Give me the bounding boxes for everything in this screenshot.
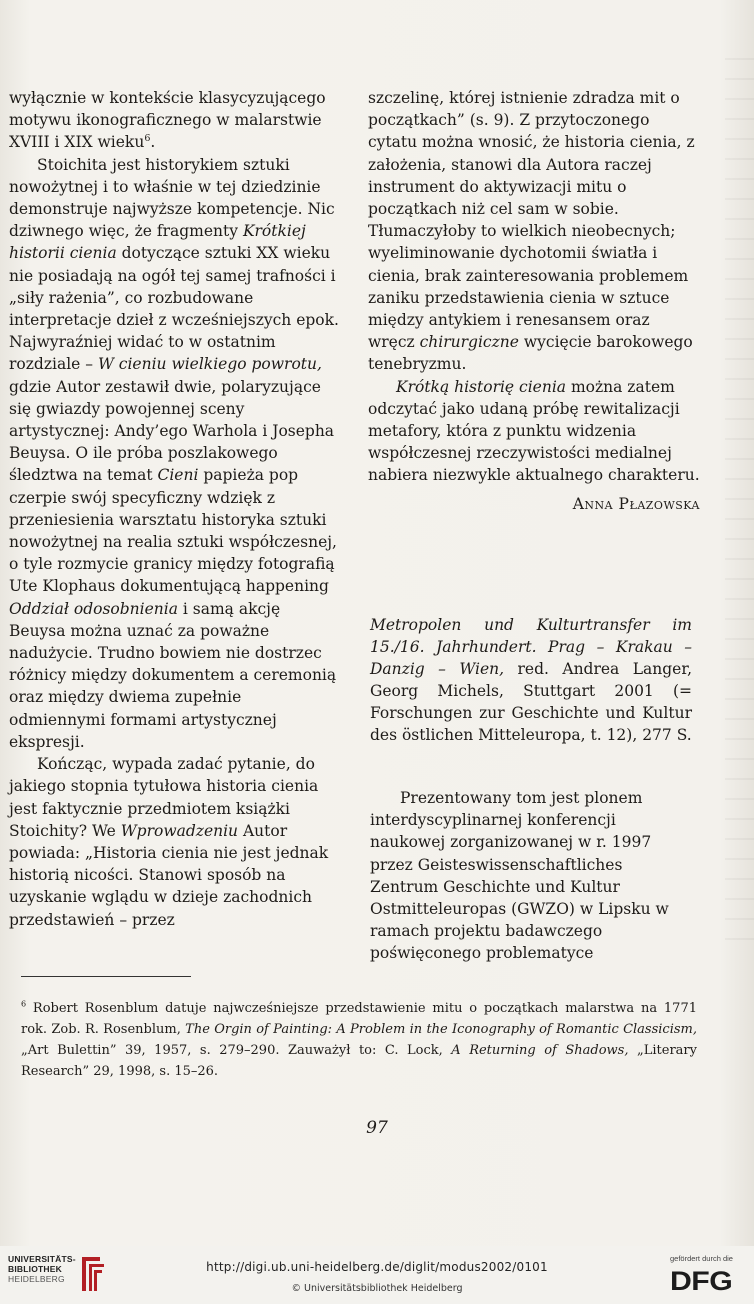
source-url-link[interactable]: http://digi.ub.uni-heidelberg.de/diglit/modus2002/0101 [206, 1260, 548, 1274]
page-edge-bleed [725, 40, 754, 940]
footnote-reference: 6 [144, 133, 151, 145]
page-number: 97 [366, 1118, 388, 1138]
right-paragraph-2: Krótką historię cienia można zatem odczytać jako udaną próbę rewitalizacji metafory, która z punktu widzenia współczesnej rzeczywistości medialnej nabiera niezwykle aktualnego charakteru. [368, 377, 700, 485]
left-paragraph-2: Stoichita jest historykiem sztuki nowożytnej i to właśnie w tej dziedzinie demonstruje najwyższe kompetencje. Nic dziwnego więc, że fragmenty Krótkiej historii cienia dotyczące sztuki XX wieku nie posiadają na ogół tej samej trafności i „siły rażenia”, co rozbudowane interpretacje dzieł z wcześniejszych epok. Najwyraźniej widać to w ostatnim rozdziale – W cieniu wielkiego powrotu, gdzie Autor zestawił dwie, polaryzujące się gwiazdy powojennej sceny artystycznej: Andy’ego Warhola i Josepha Beuysa. O ile próba poszlakowego śledztwa na temat Cieni papieża pop czerpie swój specyficzny wdzięk z przeniesienia warsztatu historyka sztuki nowożytnej na realia sztuki współczesnej, o tyle rozmycie granicy między fotografią Ute Klophaus dokumentującą happening Oddział odosobnienia i samą akcję Beuysa można uznać za poważne nadużycie. Trudno bowiem nie dostrzec różnicy między dokumentem a ceremonią oraz między dwiema zupełnie odmiennymi formami artystycznej ekspresji. [9, 155, 339, 751]
footnote-6: $^6$ Robert Rosenblum datuje najwcześniejsze przedstawienie mitu o początkach malarstwa na 1771 rok. Zob. R. Rosenblum, The Orgin of Painting: A Problem in the Iconography of Romantic Classicism, „Art Bulettin” 39, 1957, s. 279–290. Zauważył to: C. Lock, A Returning of Shadows, „Literary Research” 29, 1998, s. 15–26. [21, 999, 697, 1079]
review-body [370, 787, 692, 965]
left-text-column [9, 87, 341, 931]
library-logo: UNIVERSITÄTS- BIBLIOTHEK HEIDELBERG [8, 1254, 76, 1284]
copyright-notice: © Universitätsbibliothek Heidelberg [291, 1283, 463, 1294]
right-paragraph-1: szczelinę, której istnienie zdradza mit o początkach” (s. 9). Z przytoczonego cytatu można wnosić, że historia cienia, z założenia, stanowi dla Autora raczej instrument do aktywizacji mitu o początkach niż cel sam w sobie. Tłumaczyłoby to wielkich nieobecnych; wyeliminowanie dychotomii światła i cienia, brak zainteresowania problemem zaniku przedstawienia cienia w sztuce między antykiem i renesansem oraz wręcz chirurgiczne wycięcie barokowego tenebryzmu. [368, 89, 695, 374]
right-text-column [368, 87, 700, 515]
review-bibliographic-header: Metropolen und Kulturtransfer im 15./16. Jahrhundert. Prag – Krakau – Danzig – Wien, red. Andrea Langer, Georg Michels, Stuttgart 2001 (= Forschungen zur Geschichte und Kultur des östlichen Mitteleuropa, t. 12), 277 S. [370, 616, 692, 744]
author-signature: Anna Płazowska [572, 494, 700, 513]
digitization-footer [0, 1246, 754, 1304]
left-paragraph-1: wyłącznie w kontekście klasycyzującego motywu ikonograficznego w malarstwie XVIII i XIX wieku$^6$. [9, 89, 326, 152]
left-paragraph-3: Kończąc, wypada zadać pytanie, do jakiego stopnia tytułowa historia cienia jest faktycznie przedmiotem książki Stoichity? We Wprowadzeniu Autor powiada: „Historia cienia nie jest jednak historią nicości. Stanowi sposób na uzyskanie wglądu w dzieje zachodnich przedstawień – przez [9, 755, 329, 929]
funding-note: gefördert durch die [670, 1254, 733, 1263]
dfg-logo: DFG [670, 1266, 733, 1296]
footnote-separator [21, 976, 191, 977]
review-paragraph-1: Prezentowany tom jest plonem interdyscyplinarnej konferencji naukowej zorganizowanej w r. 1997 przez Geisteswissenschaftliches Zentrum Geschichte und Kultur Ostmitteleuropas (GWZO) w Lipsku w ramach projektu badawczego poświęconego problematyce [370, 789, 669, 963]
